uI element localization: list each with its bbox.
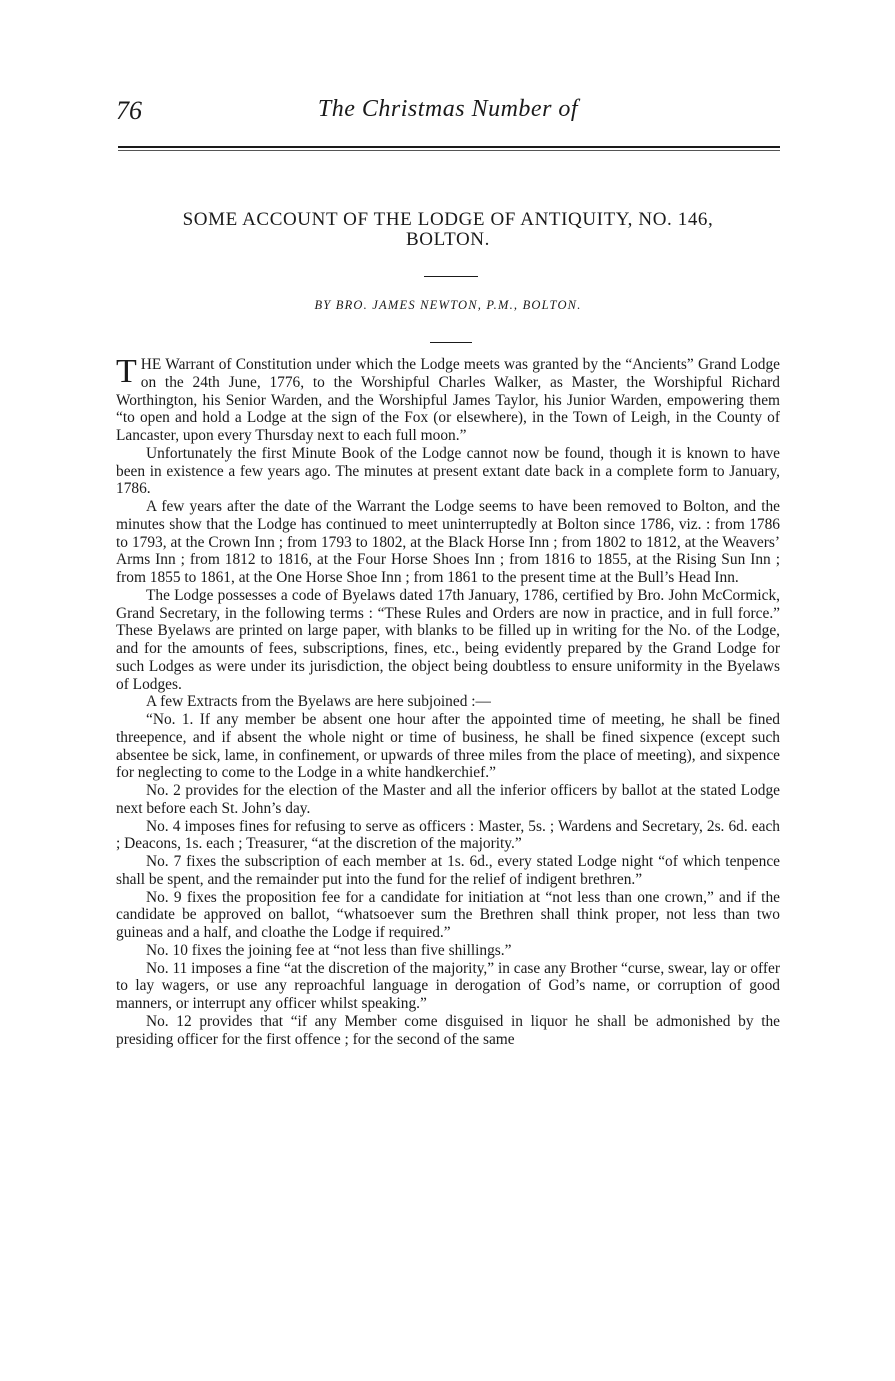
paragraph: A few years after the date of the Warrant the Lodge seems to have been removed to Bolton, and the minutes show that the Lodge has continued to meet uninterruptedly at Bolton since 1786, viz. : from 1786 to 1793, at the Crown Inn ; from 1793 to 1802, at the Black Horse Inn ; from 1802 to 1812, at the Weavers’ Arms Inn ; from 1812 to 1816, at the Four Horse Shoes Inn ; from 1816 to 1855, at the Rising Sun Inn ; from 1855 to 1861, at the One Horse Shoe Inn ; from 1861 to the present time at the Bull’s Head Inn. — [116, 498, 780, 586]
paragraph: No. 12 provides that “if any Member come disguised in liquor he shall be admonished by the presiding officer for the first offence ; for the second of the same — [116, 1012, 780, 1048]
paragraph: No. 9 fixes the proposition fee for a candidate for initiation at “not less than one crown,” and if the candidate be approved on ballot, “whatsoever sum the Brethren shall think proper, not less than two guineas and a half, and cloathe the Lodge if required.” — [116, 888, 780, 941]
byline-divider — [430, 342, 472, 343]
article-title-line-1: SOME ACCOUNT OF THE LODGE OF ANTIQUITY, NO. 146, — [182, 209, 714, 230]
paragraph: Unfortunately the first Minute Book of the Lodge cannot now be found, though it is known to have been in existence a few years ago. The minutes at present extant date back in a complete form to January, 1786. — [116, 444, 780, 498]
paragraph — [116, 353, 780, 445]
paragraph: “No. 1. If any member be absent one hour after the appointed time of meeting, he shall be fined threepence, and if absent the whole night or time of business, he shall be fined sixpence (except such absentee be sick, lame, in confinement, or upwards of three miles from the place of meeting), and sixpence for neglecting to come to the Lodge in a white handkerchief.” — [116, 711, 780, 782]
paragraph-text: HE Warrant of Constitution under which the Lodge meets was granted by the “Ancients” Grand Lodge on the 24th June, 1776, to the Worshipful Charles Walker, as Master, the Worshipful Richard Worthington, his Senior Warden, and the Worshipful James Taylor, his Junior Warden, empowering them “to open and hold a Lodge at the sign of the Fox (or elsewhere), in the Town of Leigh, in the County of Lancaster, upon every Thursday next to each full moon.” — [116, 356, 780, 444]
page-header — [116, 96, 780, 136]
article-title-line-2: BOLTON. — [406, 229, 490, 250]
page-number: 76 — [116, 96, 142, 125]
drop-cap: T — [116, 353, 137, 390]
article-title — [116, 210, 780, 250]
title-divider — [424, 276, 478, 277]
paragraph: No. 4 imposes fines for refusing to serve as officers : Master, 5s. ; Wardens and Secretary, 2s. 6d. each ; Deacons, 1s. each ; Treasurer, “at the discretion of the majority.” — [116, 817, 780, 853]
header-rule — [118, 146, 780, 148]
paragraph: No. 11 imposes a fine “at the discretion of the majority,” in case any Brother “curse, swear, lay or offer to lay wagers, or use any reproachful language in derogation of God’s name, or corruption of good manners, or interrupt any officer whilst speaking.” — [116, 959, 780, 1012]
paragraph: A few Extracts from the Byelaws are here subjoined :— — [146, 693, 491, 711]
header-rule-thin — [118, 150, 780, 151]
running-head: The Christmas Number of — [317, 96, 579, 122]
paragraph: No. 10 fixes the joining fee at “not less than five shillings.” — [146, 941, 512, 959]
byline: BY BRO. JAMES NEWTON, P.M., BOLTON. — [314, 298, 582, 312]
paragraph: No. 7 fixes the subscription of each member at 1s. 6d., every stated Lodge night “of which tenpence shall be spent, and the remainder put into the fund for the relief of indigent brethren.” — [116, 853, 780, 888]
article-body — [116, 353, 780, 1048]
paragraph: No. 2 provides for the election of the Master and all the inferior officers by ballot at the stated Lodge next before each St. John’s day. — [116, 782, 780, 817]
paragraph: The Lodge possesses a code of Byelaws dated 17th January, 1786, certified by Bro. John McCormick, Grand Secretary, in the following terms : “These Rules and Orders are now in practice, and in full force.” These Byelaws are printed on large paper, with blanks to be filled up in writing for the No. of the Lodge, and for the amounts of fees, subscriptions, fines, etc., being evidently prepared by the Grand Lodge for such Lodges as were under its jurisdiction, the object being doubtless to ensure uniformity in the Byelaws of Lodges. — [116, 586, 780, 693]
